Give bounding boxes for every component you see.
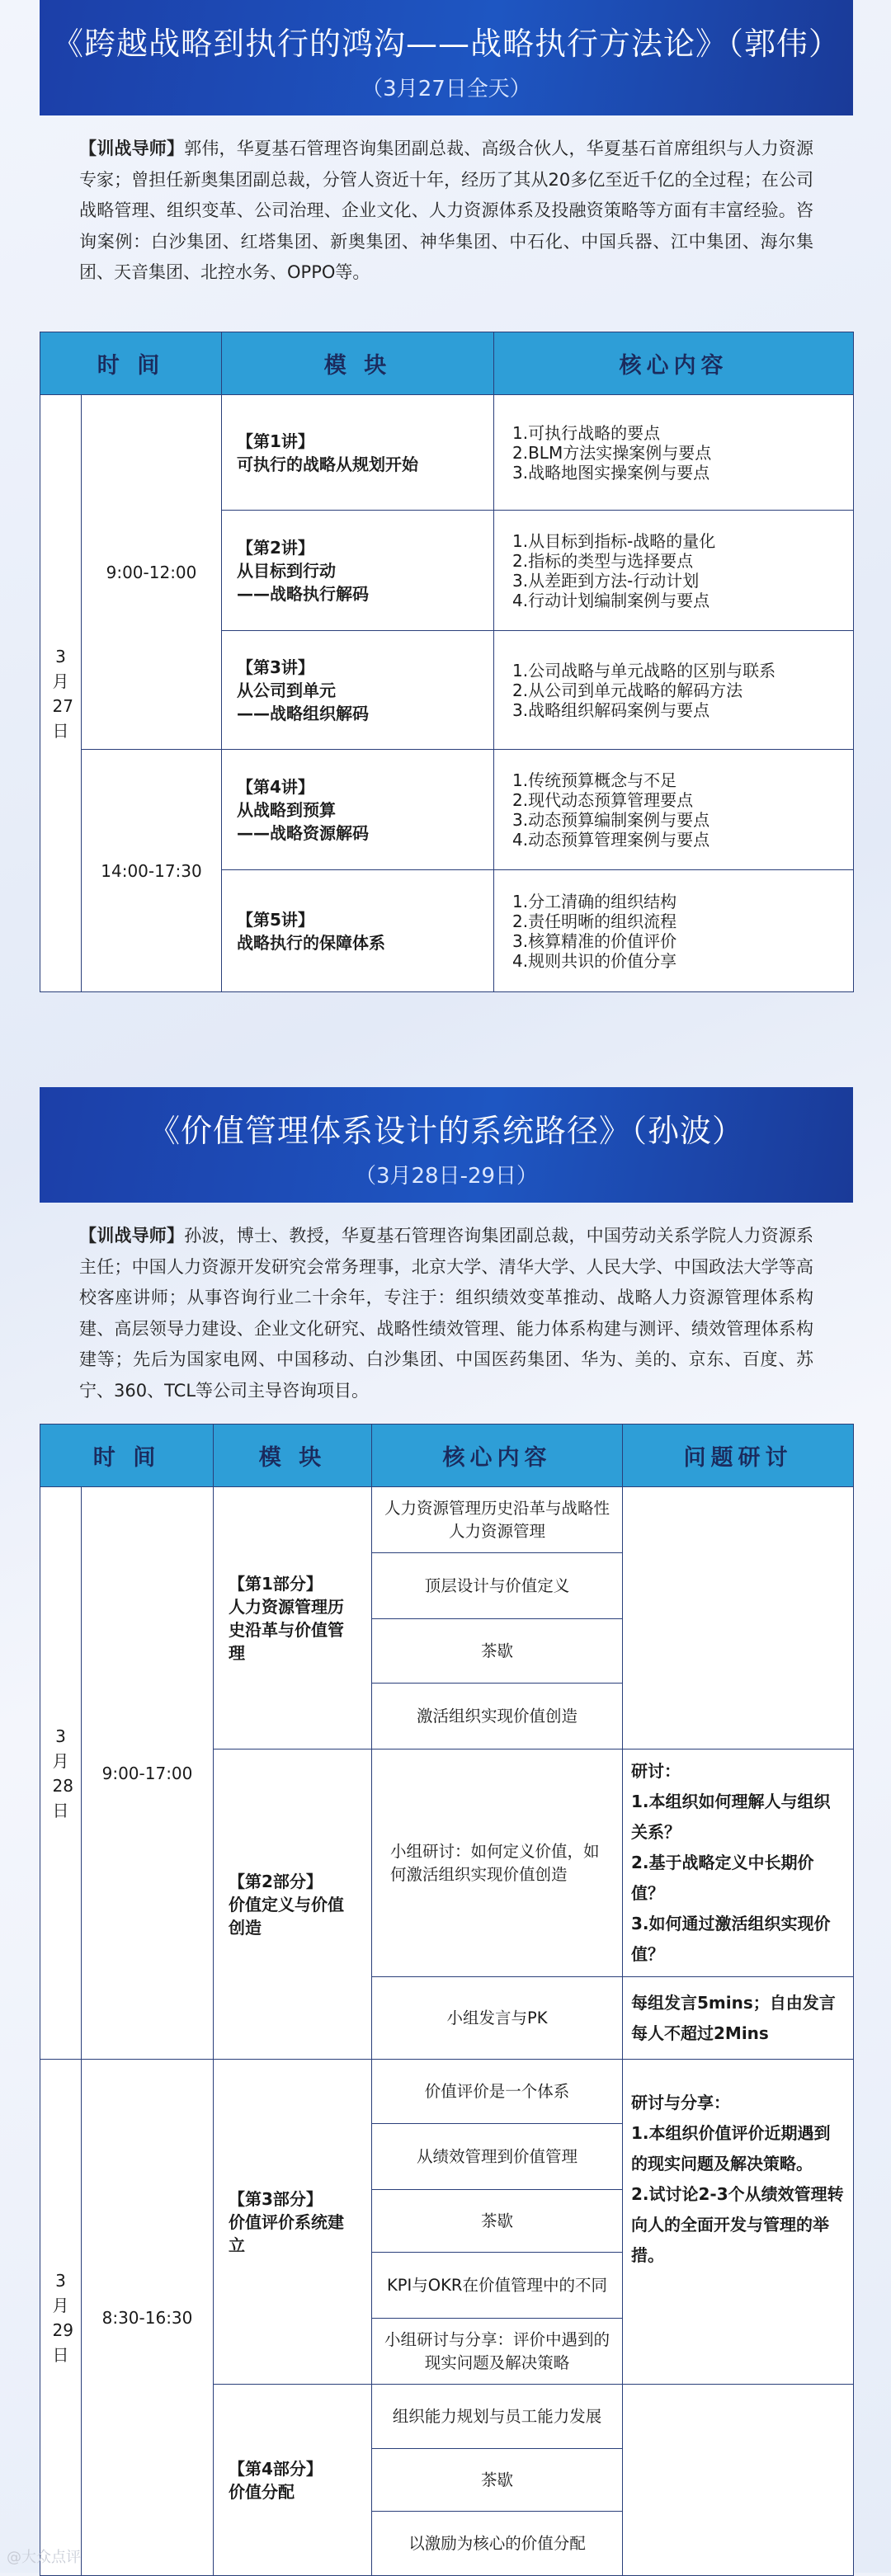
intro-label: 【训战导师】 xyxy=(79,1226,185,1246)
topic-cell: 茶歇 xyxy=(372,2449,623,2512)
discussion-empty xyxy=(623,1487,854,1750)
lecture-content: 1.分工清确的组织结构 2.责任明晰的组织流程 3.核算精准的价值评价 4.规则共识的价值分享 xyxy=(494,870,854,992)
topic-cell: 小组研讨：如何定义价值，如何激活组织实现价值创造 xyxy=(372,1750,623,1977)
lecture-content: 1.公司战略与单元战略的区别与联系 2.从公司到单元战略的解码方法 3.战略组织解码案例与要点 xyxy=(494,631,854,750)
time-cell: 8:30-16:30 xyxy=(82,2060,214,2576)
course-title: 《价值管理体系设计的系统路径》（孙波） xyxy=(148,1113,744,1149)
topic-cell: 小组发言与PK xyxy=(372,1977,623,2060)
watermark: @大众点评 xyxy=(7,2549,81,2566)
discussion-cell: 每组发言5mins；自由发言每人不超过2Mins xyxy=(623,1977,854,2060)
course-banner xyxy=(40,1087,853,1203)
schedule-table xyxy=(40,1424,854,2576)
topic-cell: 激活组织实现价值创造 xyxy=(372,1684,623,1750)
topic-cell: 顶层设计与价值定义 xyxy=(372,1553,623,1619)
part-title: 【第4部分】 价值分配 xyxy=(214,2385,372,2576)
discussion-empty xyxy=(623,2385,854,2576)
part-title: 【第1部分】 人力资源管理历史沿革与价值管理 xyxy=(214,1487,372,1750)
instructor-intro xyxy=(40,115,853,289)
lecture-content: 1.可执行战略的要点 2.BLM方法实操案例与要点 3.战略地图实操案例与要点 xyxy=(494,395,854,511)
header-content: 核心内容 xyxy=(372,1425,623,1487)
intro-text: 郭伟，华夏基石管理咨询集团副总裁、高级合伙人，华夏基石首席组织与人力资源专家；曾担任新奥集团副总裁，分管人资近十年，经历了其从20多亿至近千亿的全过程；在公司战略管理、组织变革、公司治理、企业文化、人力资源体系及投融资策略等方面有丰富经验。咨询案例：白沙集团、红塔集团、新奥集团、神华集团、中石化、中国兵器、江中集团、海尔集团、天音集团、北控水务、OPPO等。 xyxy=(79,139,813,282)
lecture-content: 1.从目标到指标-战略的量化 2.指标的类型与选择要点 3.从差距到方法-行动计划 4.行动计划编制案例与要点 xyxy=(494,511,854,631)
lecture-title: 【第1讲】 可执行的战略从规划开始 xyxy=(222,395,494,511)
header-discussion: 问题研讨 xyxy=(623,1425,854,1487)
table-row xyxy=(40,2060,854,2124)
table-row xyxy=(40,750,854,870)
lecture-title: 【第2讲】 从目标到行动 ——战略执行解码 xyxy=(222,511,494,631)
part-title: 【第2部分】 价值定义与价值创造 xyxy=(214,1750,372,2060)
course-date: （3月27日全天） xyxy=(361,77,531,101)
table-row xyxy=(40,395,854,511)
day-cell: 3月27日 xyxy=(40,395,82,992)
course-section-2 xyxy=(40,1087,853,2573)
intro-label: 【训战导师】 xyxy=(79,139,185,158)
discussion-cell: 研讨与分享： 1.本组织价值评价近期遇到的现实问题及解决策略。 2.试讨论2-3个从绩效管理转向人的全面开发与管理的举措。 xyxy=(623,2060,854,2385)
instructor-intro xyxy=(40,1203,853,1406)
table-row xyxy=(40,1487,854,1553)
header-time: 时 间 xyxy=(40,1425,214,1487)
table-header xyxy=(40,1425,854,1487)
course-date: （3月28日-29日） xyxy=(354,1164,539,1189)
topic-cell: KPI与OKR在价值管理中的不同 xyxy=(372,2253,623,2319)
topic-cell: 茶歇 xyxy=(372,1619,623,1684)
topic-cell: 人力资源管理历史沿革与战略性人力资源管理 xyxy=(372,1487,623,1553)
header-module: 模 块 xyxy=(214,1425,372,1487)
schedule-table xyxy=(40,332,854,992)
topic-cell: 小组研讨与分享：评价中遇到的现实问题及解决策略 xyxy=(372,2319,623,2385)
course-title: 《跨越战略到执行的鸿沟——战略执行方法论》（郭伟） xyxy=(51,26,841,62)
table-header xyxy=(40,332,854,395)
intro-text: 孙波，博士、教授，华夏基石管理咨询集团副总裁，中国劳动关系学院人力资源系主任；中国人力资源开发研究会常务理事，北京大学、清华大学、人民大学、中国政法大学等高校客座讲师；从事咨询行业二十余年，专注于：组织绩效变革推动、战略人力资源管理体系构建、高层领导力建设、企业文化研究、战略性绩效管理、能力体系构建与测评、绩效管理体系构建等；先后为国家电网、中国移动、白沙集团、中国医药集团、华为、美的、京东、百度、苏宁、360、TCL等公司主导咨询项目。 xyxy=(79,1226,813,1401)
day-cell: 3月28日 xyxy=(40,1487,82,2060)
discussion-cell: 研讨： 1.本组织如何理解人与组织关系？ 2.基于战略定义中长期价值？ 3.如何通过激活组织实现价值？ xyxy=(623,1750,854,1977)
header-time: 时 间 xyxy=(40,332,222,395)
topic-cell: 以激励为核心的价值分配 xyxy=(372,2512,623,2576)
topic-cell: 茶歇 xyxy=(372,2190,623,2253)
header-module: 模 块 xyxy=(222,332,494,395)
day-cell: 3月29日 xyxy=(40,2060,82,2576)
part-title: 【第3部分】 价值评价系统建立 xyxy=(214,2060,372,2385)
topic-cell: 组织能力规划与员工能力发展 xyxy=(372,2385,623,2449)
course-section-1 xyxy=(40,0,853,1000)
time-cell: 14:00-17:30 xyxy=(82,750,222,992)
lecture-title: 【第4讲】 从战略到预算 ——战略资源解码 xyxy=(222,750,494,870)
topic-cell: 价值评价是一个体系 xyxy=(372,2060,623,2124)
lecture-title: 【第3讲】 从公司到单元 ——战略组织解码 xyxy=(222,631,494,750)
time-cell: 9:00-17:00 xyxy=(82,1487,214,2060)
course-banner xyxy=(40,0,853,115)
lecture-title: 【第5讲】 战略执行的保障体系 xyxy=(222,870,494,992)
lecture-content: 1.传统预算概念与不足 2.现代动态预算管理要点 3.动态预算编制案例与要点 4.动态预算管理案例与要点 xyxy=(494,750,854,870)
time-cell: 9:00-12:00 xyxy=(82,395,222,750)
topic-cell: 从绩效管理到价值管理 xyxy=(372,2124,623,2190)
header-content: 核心内容 xyxy=(494,332,854,395)
